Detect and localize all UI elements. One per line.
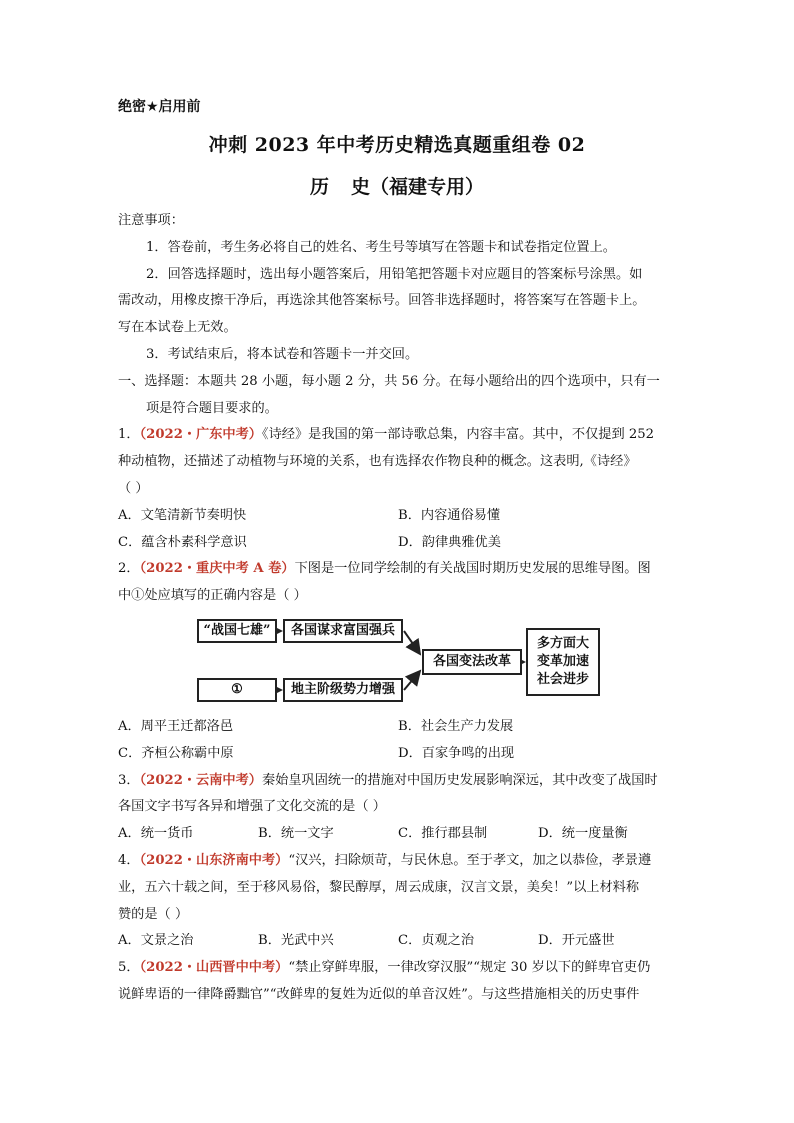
question-text: 种动植物，还描述了动植物与环境的关系，也有选择农作物良种的概念。这表明,《诗经》 <box>118 454 637 470</box>
question-text: “禁止穿鲜卑服，一律改穿汉服”“规定 30 岁以下的鲜卑官吏仍 <box>288 960 651 976</box>
option-b[interactable]: B．社会生产力发展 <box>398 718 514 734</box>
question-number: 4． <box>118 852 140 868</box>
options-row <box>118 503 678 530</box>
diagram-box-landlord-class: 地主阶级势力增强 <box>283 678 403 702</box>
option-d[interactable]: D．开元盛世 <box>538 933 615 949</box>
option-d[interactable]: D．韵律典雅优美 <box>398 534 501 550</box>
option-c[interactable]: C．蕴含朴素科学意识 <box>118 534 247 550</box>
subject-title-part-b: 史（福建专用） <box>351 176 485 198</box>
diagram-box-blank-1: ① <box>197 678 277 702</box>
option-b[interactable]: B．光武中兴 <box>258 933 334 949</box>
notice-item: 1．答卷前，考生务必将自己的姓名、考生号等填写在答题卡和试卷指定位置上。 <box>146 239 616 255</box>
question-text: 《诗经》是我国的第一部诗歌总集，内容丰富。其中，不仅提到 252 <box>262 427 655 443</box>
question-source-tag: （2022・云南中考） <box>139 772 262 788</box>
option-a[interactable]: A．文景之治 <box>118 933 194 949</box>
question-source-tag: （2022・重庆中考 A 卷） <box>139 561 295 577</box>
question-number: 3． <box>118 772 140 788</box>
question-3 <box>118 768 678 795</box>
diagram-box-reforms: 各国变法改革 <box>422 649 522 675</box>
page-title: 冲刺 2023 年中考历史精选真题重组卷 02 <box>208 134 586 156</box>
arrow <box>404 671 420 690</box>
question-source-tag: （2022・广东中考） <box>139 427 262 443</box>
notice-item: 2．回答选择题时，选出每小题答案后，用铅笔把答题卡对应题目的答案标号涂黑。如 <box>146 266 643 282</box>
option-c[interactable]: C．推行郡县制 <box>398 826 488 842</box>
option-b[interactable]: B．统一文字 <box>258 826 334 842</box>
answer-blank: （ ） <box>118 480 149 496</box>
subject-title-part-a: 历 <box>309 176 329 198</box>
option-a[interactable]: A．周平王迁都洛邑 <box>118 718 234 734</box>
question-text: 赞的是（ ） <box>118 906 189 922</box>
question-source-tag: （2022・山西晋中中考） <box>139 960 289 976</box>
question-text: 秦始皇巩固统一的措施对中国历史发展影响深远，其中改变了战国时 <box>262 772 658 788</box>
option-a[interactable]: A．统一货币 <box>118 826 194 842</box>
question-text: 业，五六十载之间，至于移风易俗，黎民醇厚，周云成康，汉言文景，美矣！”以上材料称 <box>118 879 640 895</box>
mind-map-diagram <box>118 614 678 712</box>
subject-title <box>0 172 794 199</box>
diagram-box-wealth-power: 各国谋求富国强兵 <box>283 619 403 643</box>
options-row <box>118 714 678 741</box>
arrow <box>404 631 420 654</box>
option-b[interactable]: B．内容通俗易懂 <box>398 507 501 523</box>
notice-item: 写在本试卷上无效。 <box>118 320 237 336</box>
diagram-result-line: 变革加速 <box>536 653 589 669</box>
question-number: 1． <box>118 427 140 443</box>
section-heading-cont: 项是符合题目要求的。 <box>146 400 278 416</box>
question-source-tag: （2022・山东济南中考） <box>139 852 289 868</box>
question-text: 下图是一位同学绘制的有关战国时期历史发展的思维导图。图 <box>294 561 651 577</box>
options-row <box>118 928 678 955</box>
question-text: 各国文字书写各异和增强了文化交流的是（ ） <box>118 799 386 815</box>
question-text: 中①处应填写的正确内容是（ ） <box>118 588 307 604</box>
question-text: “汉兴，扫除烦苛，与民休息。至于孝文，加之以恭俭，孝景遵 <box>288 852 652 868</box>
options-row <box>118 530 678 557</box>
exam-body <box>118 208 678 1009</box>
section-heading: 一、选择题：本题共 28 小题，每小题 2 分，共 56 分。在每小题给出的四个选项中，只有一 <box>118 373 660 389</box>
notice-item: 3．考试结束后，将本试卷和答题卡一并交回。 <box>146 346 419 362</box>
diagram-result-line: 社会进步 <box>536 671 589 687</box>
option-d[interactable]: D．统一度量衡 <box>538 826 628 842</box>
diagram-result-line: 多方面大 <box>536 635 589 651</box>
question-4 <box>118 848 678 875</box>
confidential-label: 绝密★启用前 <box>118 99 201 115</box>
options-row <box>118 741 678 768</box>
question-text: 说鲜卑语的一律降爵黜官”“改鲜卑的复姓为近似的单音汉姓”。与这些措施相关的历史事件 <box>118 986 640 1002</box>
diagram-box-result <box>526 628 600 696</box>
notice-heading: 注意事项： <box>118 213 184 228</box>
notice-item: 需改动，用橡皮擦干净后，再选涂其他答案标号。回答非选择题时，将答案写在答题卡上。 <box>118 293 646 309</box>
question-number: 2． <box>118 561 140 577</box>
option-c[interactable]: C．贞观之治 <box>398 933 475 949</box>
question-5 <box>118 955 678 982</box>
question-2 <box>118 556 678 583</box>
options-row <box>118 821 678 848</box>
question-1 <box>118 422 678 449</box>
option-d[interactable]: D．百家争鸣的出现 <box>398 745 515 761</box>
diagram-box-seven-states: “战国七雄” <box>197 619 277 643</box>
option-a[interactable]: A．文笔清新节奏明快 <box>118 507 247 523</box>
option-c[interactable]: C．齐桓公称霸中原 <box>118 745 234 761</box>
question-number: 5． <box>118 960 140 976</box>
